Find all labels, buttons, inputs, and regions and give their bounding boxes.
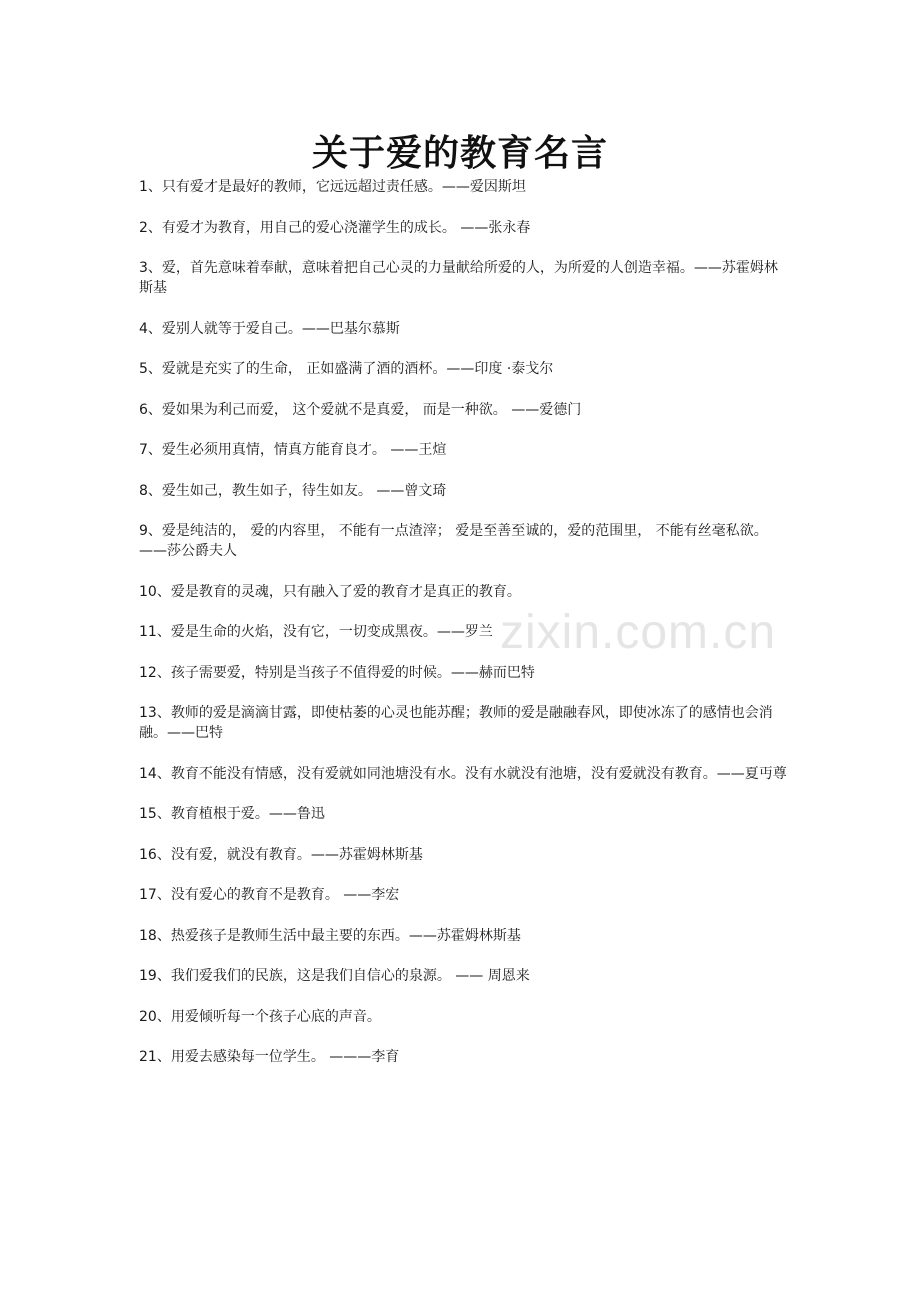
document-title: 关于爱的教育名言 [311, 132, 608, 174]
quote-item: 7、爱生必须用真情，情真方能育良才。 ——王煊 [139, 442, 447, 458]
quote-item: 2、有爱才为教育，用自己的爱心浇灌学生的成长。 ——张永春 [139, 219, 531, 236]
quote-list [139, 177, 789, 1088]
quote-item: 15、教育植根于爱。——鲁迅 [139, 806, 325, 822]
quote-item: 14、教育不能没有情感，没有爱就如同池塘没有水。没有水就没有池塘，没有爱就没有教育。——夏丏尊 [139, 765, 787, 782]
quote-item: 16、没有爱，就没有教育。——苏霍姆林斯基 [139, 846, 423, 863]
quote-item: 6、爱如果为利己而爱， 这个爱就不是真爱， 而是一种欲。 ——爱德门 [139, 401, 582, 418]
quote-item: 11、爱是生命的火焰，没有它，一切变成黑夜。——罗兰 [139, 624, 493, 640]
quote-item: 18、热爱孩子是教师生活中最主要的东西。——苏霍姆林斯基 [139, 927, 521, 944]
quote-item: 12、孩子需要爱，特别是当孩子不值得爱的时候。——赫而巴特 [139, 664, 535, 681]
quote-item: 21、用爱去感染每一位学生。 ———李育 [139, 1049, 400, 1065]
quote-item: 20、用爱倾听每一个孩子心底的声音。 [139, 1008, 381, 1025]
quote-item: 9、爱是纯洁的， 爱的内容里， 不能有一点渣滓； 爱是至善至诚的，爱的范围里， 不能有丝毫私欲。——莎公爵夫人 [139, 523, 768, 559]
quote-item: 4、爱别人就等于爱自己。——巴基尔慕斯 [139, 320, 400, 337]
quote-item: 8、爱生如己，教生如子，待生如友。 ——曾文琦 [139, 482, 447, 499]
quote-item: 1、只有爱才是最好的教师，它远远超过责任感。——爱因斯坦 [139, 179, 526, 195]
quote-item: 10、爱是教育的灵魂，只有融入了爱的教育才是真正的教育。 [139, 583, 521, 600]
quote-item: 13、教师的爱是滴滴甘露，即使枯萎的心灵也能苏醒；教师的爱是融融春风，即使冰冻了的感情也会消融。——巴特 [139, 705, 773, 741]
quote-item: 5、爱就是充实了的生命， 正如盛满了酒的酒杯。——印度 ·泰戈尔 [139, 361, 554, 377]
quote-item: 19、我们爱我们的民族，这是我们自信心的泉源。 —— 周恩来 [139, 968, 530, 984]
quote-item: 17、没有爱心的教育不是教育。 ——李宏 [139, 887, 400, 903]
watermark: zixin.com.cn [500, 606, 777, 659]
quote-item: 3、爱，首先意味着奉献，意味着把自己心灵的力量献给所爱的人，为所爱的人创造幸福。——苏霍姆林斯基 [139, 260, 778, 296]
